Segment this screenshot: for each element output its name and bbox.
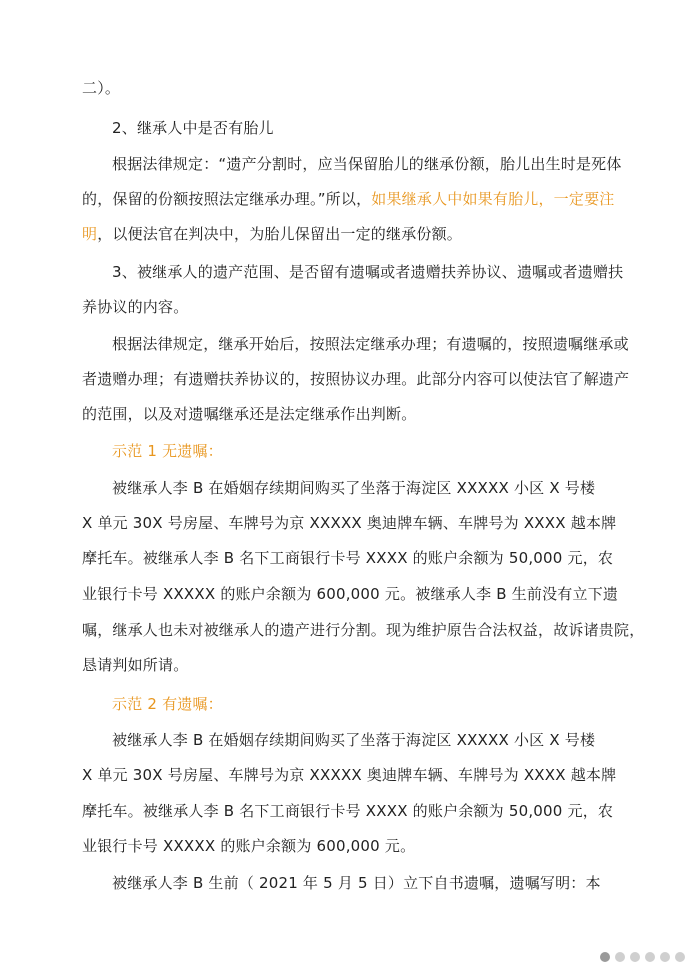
text-line: X 单元 30X 号房屋、车牌号为京 XXXXX 奥迪牌车辆、车牌号为 XXXX 越本牌 <box>82 514 617 532</box>
text-line: 的范围，以及对遗嘱继承还是法定继承作出判断。 <box>82 405 417 423</box>
page-dot[interactable] <box>675 952 685 962</box>
text-line: 根据法律规定，继承开始后，按照法定继承办理；有遗嘱的，按照遗嘱继承或 <box>112 335 629 353</box>
text-line: 业银行卡号 XXXXX 的账户余额为 600,000 元。被继承人李 B 生前没有立下遗 <box>82 585 619 603</box>
text-line: 摩托车。被继承人李 B 名下工商银行卡号 XXXX 的账户余额为 50,000 元，农 <box>82 549 614 567</box>
page-dot[interactable] <box>615 952 625 962</box>
text-line: 被继承人李 B 在婚姻存续期间购买了坐落于海淀区 XXXXX 小区 X 号楼 <box>112 731 596 749</box>
text-line: 嘱，继承人也未对被继承人的遗产进行分割。现为维护原告合法权益，故诉诸贵院， <box>82 621 645 639</box>
page-dot[interactable] <box>645 952 655 962</box>
text-line: 二）。 <box>82 79 121 97</box>
text-line: 被继承人李 B 生前（ 2021 年 5 月 5 日）立下自书遗嘱，遗嘱写明：本 <box>112 874 601 892</box>
text-segment: ，以便法官在判决中，为胎儿保留出一定的继承份额。 <box>97 225 463 243</box>
page-dot[interactable] <box>630 952 640 962</box>
example-heading: 示范 2 有遗嘱： <box>112 695 223 713</box>
text-line: 业银行卡号 XXXXX 的账户余额为 600,000 元。 <box>82 837 416 855</box>
text-line: 养协议的内容。 <box>82 298 189 316</box>
example-heading: 示范 1 无遗嘱： <box>112 442 223 460</box>
page-indicator[interactable] <box>600 952 690 962</box>
text-line: 者遗赠办理；有遗赠扶养协议的，按照协议办理。此部分内容可以使法官了解遗产 <box>82 370 630 388</box>
text-line: 摩托车。被继承人李 B 名下工商银行卡号 XXXX 的账户余额为 50,000 元，农 <box>82 802 614 820</box>
section-heading: 2、继承人中是否有胎儿 <box>112 119 274 137</box>
text-line: 被继承人李 B 在婚姻存续期间购买了坐落于海淀区 XXXXX 小区 X 号楼 <box>112 479 596 497</box>
page-dot[interactable] <box>660 952 670 962</box>
text-line: 根据法律规定：“遗产分割时，应当保留胎儿的继承份额，胎儿出生时是死体 <box>112 155 622 173</box>
text-line <box>82 224 462 244</box>
text-segment: 的，保留的份额按照法定继承办理。”所以， <box>82 190 372 208</box>
highlight-text: 明 <box>82 225 98 243</box>
text-line: 恳请判如所请。 <box>82 656 189 674</box>
highlight-text: 如果继承人中如果有胎儿，一定要注 <box>371 190 615 208</box>
text-line: X 单元 30X 号房屋、车牌号为京 XXXXX 奥迪牌车辆、车牌号为 XXXX 越本牌 <box>82 766 617 784</box>
text-line <box>82 189 614 209</box>
section-heading: 3、被继承人的遗产范围、是否留有遗嘱或者遗赠扶养协议、遗嘱或者遗赠扶 <box>112 263 624 281</box>
page-dot[interactable] <box>600 952 610 962</box>
